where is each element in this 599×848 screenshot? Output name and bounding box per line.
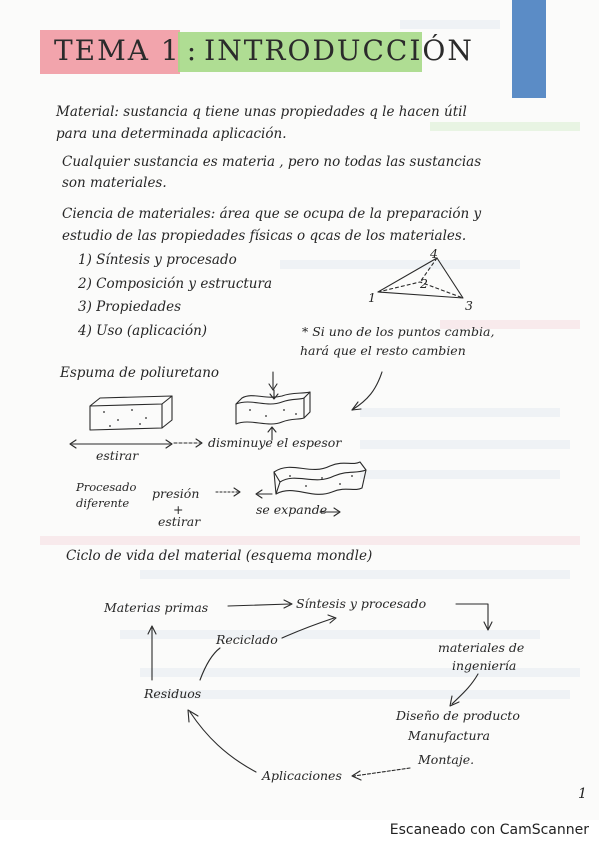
material-definition-line2: para una determinada aplicación. (56, 126, 287, 142)
process-line2: diferente (76, 496, 130, 510)
cycle-design-line1: Diseño de producto (396, 708, 520, 723)
triangle-vertex-label: 4 (430, 246, 438, 261)
sustancia-line2: son materiales. (62, 175, 167, 191)
cycle-eng-materials-line1: materiales de (438, 640, 525, 655)
process-line1: Procesado (76, 480, 137, 494)
foam-block-expanded (274, 462, 366, 494)
ciencia-line1: Ciencia de materiales: área que se ocupa de la preparación y (62, 206, 482, 222)
foam-block-original (90, 396, 172, 430)
cycle-synthesis: Síntesis y procesado (296, 596, 427, 611)
cycle-design-line2: Manufactura (408, 728, 490, 743)
arrow-applications-to-waste (190, 712, 256, 772)
page-number: 1 (578, 786, 587, 802)
triangle-vertex-label: 3 (465, 298, 473, 313)
arrow-recycling-to-synthesis (282, 618, 334, 638)
triangle-note-line2: hará que el resto cambien (300, 343, 466, 358)
sustancia-line1: Cualquier sustancia es materia , pero no todas las sustancias (62, 154, 482, 170)
foam-dots (103, 409, 353, 487)
stretch2-label: estirar (158, 514, 201, 529)
cycle-raw-materials: Materias primas (104, 600, 209, 615)
cycle-design-line3: Montaje. (418, 752, 475, 767)
cycle-recycling: Reciclado (216, 632, 278, 647)
list-item: 3) Propiedades (78, 299, 182, 315)
scanner-footer (0, 820, 599, 848)
footer-text: Escaneado con CamScanner (389, 822, 589, 838)
plus-sign: + (173, 502, 184, 517)
list-item: 2) Composición y estructura (78, 276, 273, 292)
foam-block-compressed (236, 392, 310, 424)
foam-heading: Espuma de poliuretano (60, 365, 220, 381)
triangle-vertex-label: 2 (420, 276, 428, 291)
title-part1: TEMA 1 (54, 34, 181, 67)
arrow-design-to-applications (354, 768, 410, 776)
title-separator: : (186, 34, 199, 67)
list-item: 1) Síntesis y procesado (78, 252, 237, 268)
expands-label: se expande (256, 502, 328, 517)
thickness-label: disminuye el espesor (208, 435, 342, 450)
title-part2: INTRODUCCIÓN (204, 34, 474, 67)
triangle-note-line1: * Si uno de los puntos cambia, (302, 324, 495, 339)
stretch-label: estirar (96, 448, 139, 463)
cycle-waste: Residuos (144, 686, 202, 701)
arrow-raw-to-synthesis (228, 604, 290, 606)
cycle-eng-materials-line2: ingeniería (452, 658, 517, 673)
pressure-label: presión (152, 486, 200, 501)
cycle-applications: Aplicaciones (262, 768, 342, 783)
arrow-waste-to-recycling (200, 648, 220, 680)
triangle-vertex-label: 1 (368, 290, 376, 305)
arrow-synthesis-to-eng (456, 604, 488, 628)
ciencia-line2: estudio de las propiedades físicas o qcas de los materiales. (62, 228, 467, 244)
arrow-eng-to-design (452, 674, 478, 704)
cycle-heading: Ciclo de vida del material (esquema mondle) (66, 548, 373, 564)
triangle-diagram (378, 258, 463, 298)
material-definition-line1: Material: sustancia q tiene unas propiedades q le hacen útil (56, 104, 467, 120)
list-item: 4) Uso (aplicación) (78, 323, 208, 339)
